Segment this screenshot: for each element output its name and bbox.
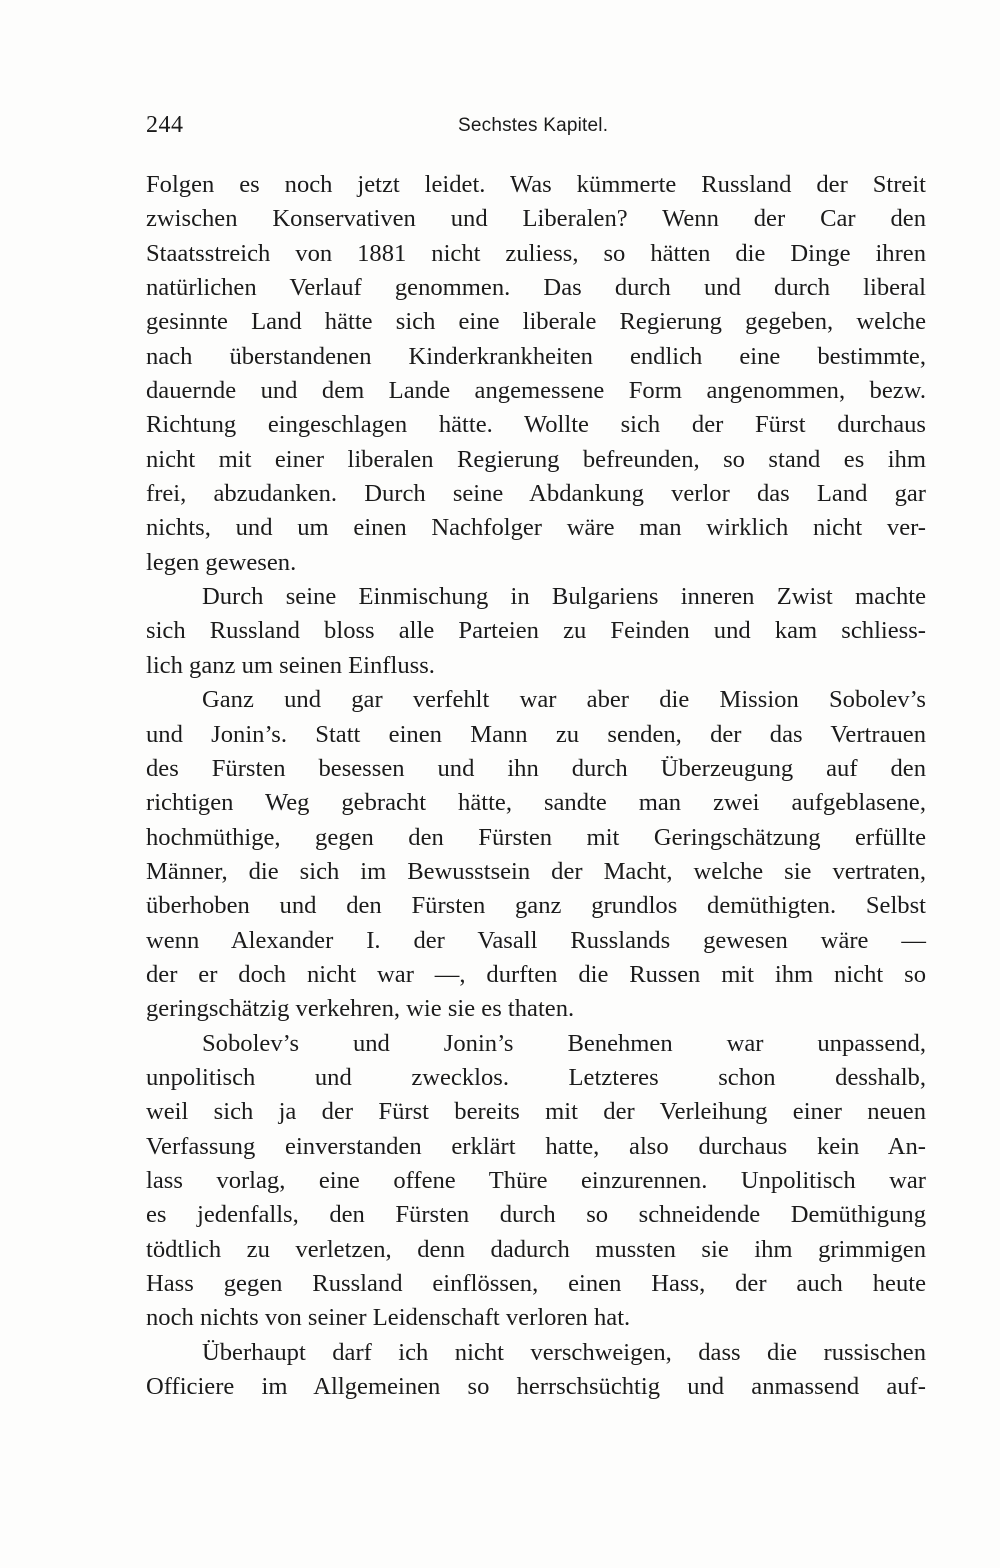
paragraph-first-line: Ganz und gar verfehlt war aber die Mission Sobolev’s bbox=[202, 686, 926, 714]
paragraph-first-line: Überhaupt darf ich nicht verschweigen, dass die russischen bbox=[202, 1338, 926, 1366]
body-text bbox=[146, 168, 926, 1404]
text-line: lass vorlag, eine offene Thüre einzurennen. Unpolitisch war bbox=[146, 1166, 926, 1194]
text-line: gesinnte Land hätte sich eine liberale Regierung gegeben, welche bbox=[146, 308, 926, 336]
text-line: nicht mit einer liberalen Regierung befreunden, so stand es ihm bbox=[146, 445, 926, 473]
text-line: Officiere im Allgemeinen so herrschsüchtig und anmassend auf- bbox=[146, 1373, 926, 1401]
text-line: der er doch nicht war —, durften die Russen mit ihm nicht so bbox=[146, 960, 926, 988]
text-line: Männer, die sich im Bewusstsein der Macht, welche sie vertraten, bbox=[146, 857, 926, 885]
text-line: frei, abzudanken. Durch seine Abdankung verlor das Land gar bbox=[146, 480, 926, 508]
text-line: richtigen Weg gebracht hätte, sandte man zwei aufgeblasene, bbox=[146, 789, 926, 817]
text-line: Richtung eingeschlagen hätte. Wollte sich der Fürst durchaus bbox=[146, 411, 926, 439]
paragraph-first-line: Sobolev’s und Jonin’s Benehmen war unpassend, bbox=[202, 1029, 926, 1057]
text-line: legen gewesen. bbox=[146, 548, 297, 576]
running-title: Sechstes Kapitel. bbox=[458, 115, 609, 136]
text-line: unpolitisch und zwecklos. Letzteres schon desshalb, bbox=[146, 1063, 926, 1091]
text-line: zwischen Konservativen und Liberalen? Wenn der Car den bbox=[146, 205, 926, 233]
text-line: wenn Alexander I. der Vasall Russlands gewesen wäre — bbox=[146, 926, 926, 954]
text-line: hochmüthige, gegen den Fürsten mit Geringschätzung erfüllte bbox=[146, 823, 926, 851]
text-line: noch nichts von seiner Leidenschaft verloren hat. bbox=[146, 1304, 631, 1332]
page-header bbox=[146, 112, 926, 146]
text-line: tödtlich zu verletzen, denn dadurch mussten sie ihm grimmigen bbox=[146, 1235, 926, 1263]
text-line: Folgen es noch jetzt leidet. Was kümmerte Russland der Streit bbox=[146, 171, 926, 198]
text-line: weil sich ja der Fürst bereits mit der Verleihung einer neuen bbox=[146, 1098, 926, 1126]
text-line: lich ganz um seinen Einfluss. bbox=[146, 651, 435, 679]
text-line: nach überstandenen Kinderkrankheiten endlich eine bestimmte, bbox=[146, 342, 926, 370]
text-line: Hass gegen Russland einflössen, einen Hass, der auch heute bbox=[146, 1270, 926, 1297]
text-line: geringschätzig verkehren, wie sie es thaten. bbox=[146, 995, 575, 1023]
text-line: natürlichen Verlauf genommen. Das durch und durch liberal bbox=[146, 274, 926, 302]
text-line: überhoben und den Fürsten ganz grundlos demüthigten. Selbst bbox=[146, 892, 926, 920]
text-line: sich Russland bloss alle Parteien zu Feinden und kam schliess- bbox=[146, 617, 926, 645]
text-line: es jedenfalls, den Fürsten durch so schneidende Demüthigung bbox=[146, 1201, 926, 1229]
text-line: und Jonin’s. Statt einen Mann zu senden, der das Vertrauen bbox=[146, 720, 926, 748]
text-line: dauernde und dem Lande angemessene Form angenommen, bezw. bbox=[146, 377, 926, 405]
paragraph-first-line: Durch seine Einmischung in Bulgariens inneren Zwist machte bbox=[202, 583, 926, 611]
text-line: des Fürsten besessen und ihn durch Überzeugung auf den bbox=[146, 754, 926, 782]
text-line: nichts, und um einen Nachfolger wäre man wirklich nicht ver- bbox=[146, 514, 926, 542]
text-line: Verfassung einverstanden erklärt hatte, also durchaus kein An- bbox=[146, 1132, 926, 1160]
text-line: Staatsstreich von 1881 nicht zuliess, so hätten die Dinge ihren bbox=[146, 239, 926, 267]
page-number: 244 bbox=[146, 112, 184, 138]
